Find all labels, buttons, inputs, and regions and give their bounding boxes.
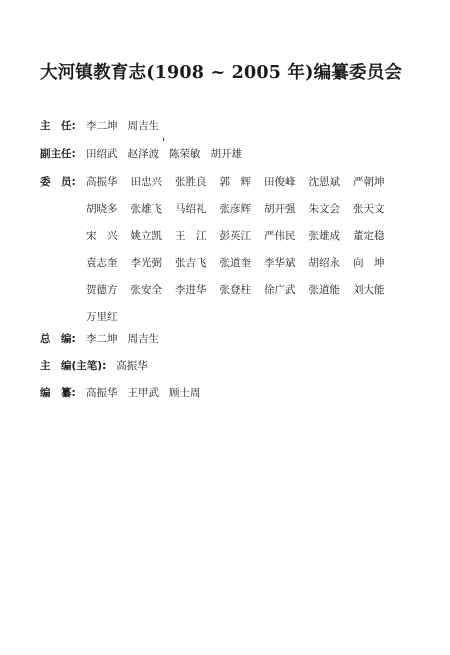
fuzhuren-name-1: 田绍武 [86,148,118,160]
zhubian-names [116,358,158,373]
fuzhuren-name-4: 胡开雄 [210,148,242,160]
zhuren-name-2: 周吉生 [127,120,159,132]
section-zhubian [40,358,158,373]
bianzuan-names [86,385,211,400]
weiyuan-name: 张天文 [353,203,385,215]
weiyuan-name: 田俊峰 [264,176,296,188]
weiyuan-name: 朱文会 [308,203,340,215]
section-bianzuan [40,385,211,400]
weiyuan-name: 李华斌 [264,257,296,269]
weiyuan-name: 张雄成 [308,230,340,242]
section-zongbian [40,331,169,346]
bianzuan-name-2: 王甲武 [127,387,159,399]
fuzhuren-name-3: 陈荣敏 [169,148,201,160]
weiyuan-name: 贺德方 [86,284,118,296]
weiyuan-name: 严朝坤 [353,176,385,188]
weiyuan-name: 徐广武 [264,284,296,296]
weiyuan-name: 胡晓多 [86,203,118,215]
zhubian-name-1: 高振华 [116,360,148,372]
section-weiyuan [40,174,86,189]
bianzuan-label: 编 纂: [40,387,76,399]
weiyuan-names-grid [86,174,398,324]
fuzhuren-name-2: 赵泽波 [127,148,159,160]
weiyuan-name: 胡开强 [264,203,296,215]
section-fuzhuren [40,146,252,161]
weiyuan-name: 王 江 [175,230,207,242]
weiyuan-name: 严伟民 [264,230,296,242]
weiyuan-name: 袁志奎 [86,257,118,269]
weiyuan-name: 姚立凯 [130,230,162,242]
weiyuan-name: 马绍礼 [175,203,207,215]
bianzuan-name-3: 顾士周 [169,387,201,399]
weiyuan-name: 张道奎 [219,257,251,269]
weiyuan-name: 张登柱 [219,284,251,296]
weiyuan-name: 董定稳 [353,230,385,242]
page-title: 大河镇教育志(1908 ~ 2005 年)编纂委员会 [40,63,403,83]
weiyuan-label: 委 员: [40,176,76,188]
section-zhuren [40,118,169,133]
ink-mark [163,138,164,141]
weiyuan-name: 田忠兴 [130,176,162,188]
weiyuan-name: 张安全 [130,284,162,296]
zongbian-names [86,331,169,346]
weiyuan-name: 张吉飞 [175,257,207,269]
weiyuan-name: 李进华 [175,284,207,296]
weiyuan-name: 向 坤 [353,257,385,269]
weiyuan-name: 万里红 [86,311,118,323]
weiyuan-name: 李光弼 [130,257,162,269]
weiyuan-name: 张彦辉 [219,203,251,215]
zhuren-label: 主 任: [40,120,76,132]
bianzuan-name-1: 高振华 [86,387,118,399]
zhuren-name-1: 李二坤 [86,120,118,132]
zongbian-name-2: 周吉生 [127,333,159,345]
zongbian-label: 总 编: [40,333,76,345]
weiyuan-name: 宋 兴 [86,230,118,242]
weiyuan-name: 彭英江 [219,230,251,242]
weiyuan-name: 张胜良 [175,176,207,188]
weiyuan-name: 郭 辉 [219,176,251,188]
weiyuan-name: 胡绍永 [308,257,340,269]
zhuren-names [86,118,169,133]
weiyuan-name: 高振华 [86,176,118,188]
weiyuan-name: 沈恩斌 [308,176,340,188]
zhubian-label: 主 编(主笔): [40,360,107,372]
weiyuan-name: 张道能 [308,284,340,296]
weiyuan-name: 张雄飞 [130,203,162,215]
zongbian-name-1: 李二坤 [86,333,118,345]
fuzhuren-label: 副主任: [40,148,76,160]
weiyuan-name: 刘大能 [353,284,385,296]
fuzhuren-names [86,146,252,161]
